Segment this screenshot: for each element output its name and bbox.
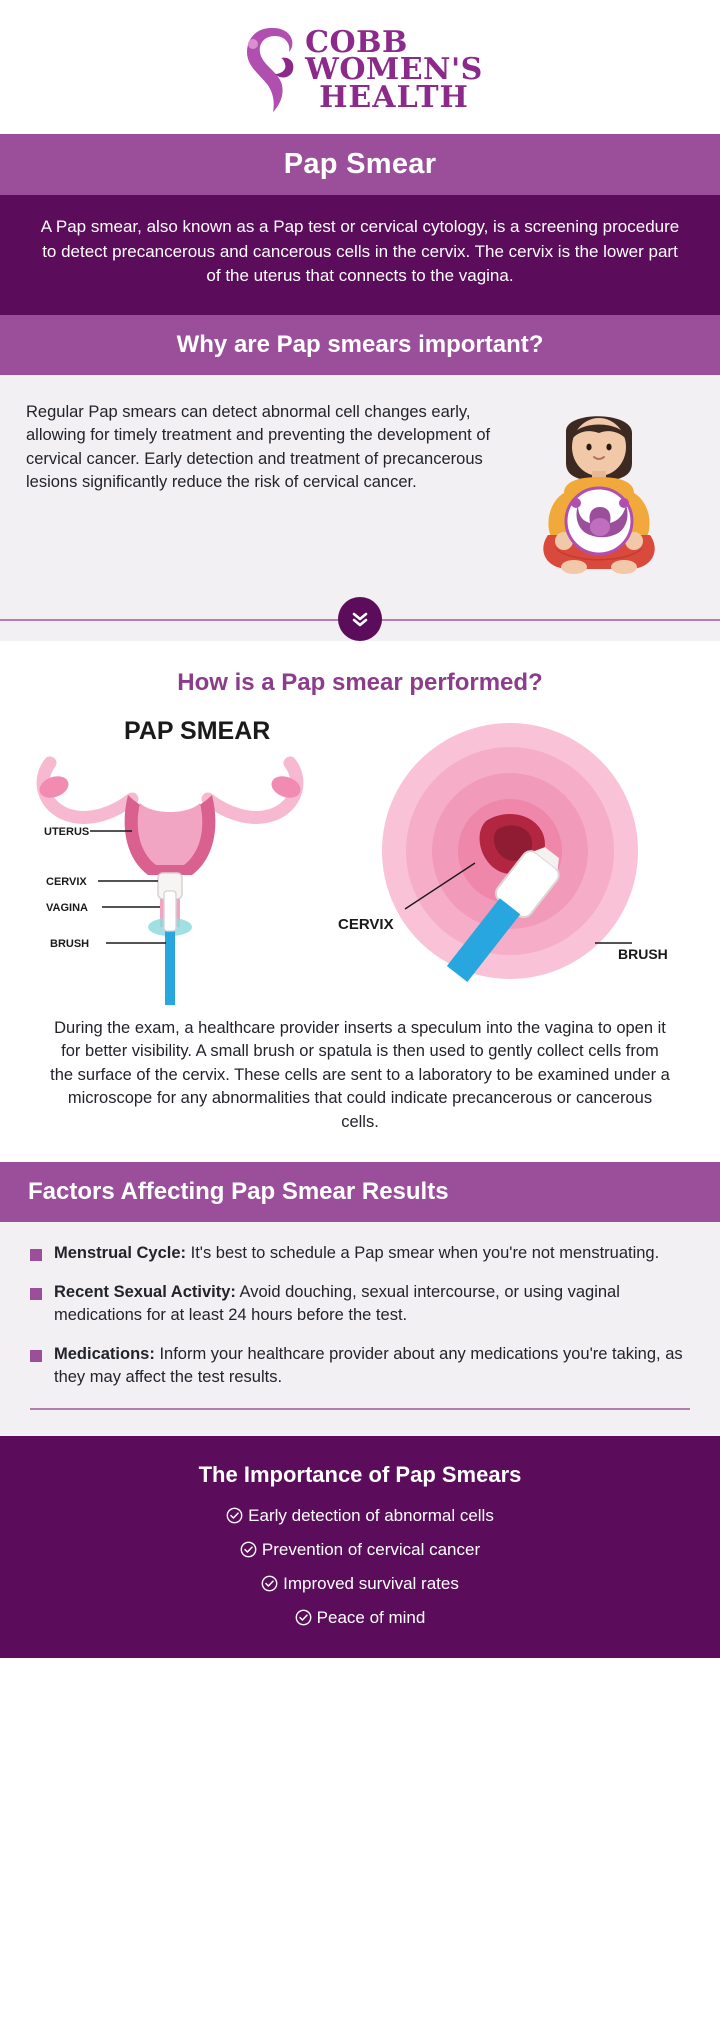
list-item (30, 1242, 690, 1265)
logo-header (0, 0, 720, 134)
logo-line-2: WOMEN'S (305, 52, 483, 88)
how-heading: How is a Pap smear performed? (177, 668, 543, 696)
check-circle-icon (240, 1541, 257, 1558)
section-divider (0, 597, 720, 641)
chevron-down-icon (338, 597, 382, 641)
why-body: Regular Pap smears can detect abnormal cell changes early, allowing for timely treatment and preventing the development of cervical cancer. Early detection and treatment of precancerous lesions significantly reduce the risk of cervical cancer. (26, 402, 491, 492)
how-section (0, 641, 720, 1162)
svg-text:BRUSH: BRUSH (618, 945, 668, 962)
svg-text:CERVIX: CERVIX (46, 875, 87, 888)
factors-section-bar (0, 1162, 720, 1222)
intro-block (0, 195, 720, 315)
logo-mark-icon (237, 22, 299, 118)
bullet-square-icon (30, 1288, 42, 1300)
factor-text (54, 1242, 659, 1265)
factor-label: Medications: (54, 1345, 155, 1364)
factors-divider (30, 1408, 690, 1410)
how-body: During the exam, a healthcare provider inserts a speculum into the vagina to open it for better visibility. A small brush or spatula is then used to gently collect cells from the surface of the cervix. These cells are sent to a laboratory to be examined under a microscope for any abnormalities that could indicate precancerous or cancerous cells. (50, 1018, 670, 1131)
why-section (0, 375, 720, 597)
footer-item-label: Early detection of abnormal cells (248, 1505, 494, 1525)
logo (237, 22, 483, 118)
list-item (20, 1506, 700, 1526)
check-circle-icon (226, 1507, 243, 1524)
factor-body: It's best to schedule a Pap smear when you're not menstruating. (186, 1244, 660, 1263)
logo-line-3: HEALTH (319, 79, 469, 115)
list-item (20, 1608, 700, 1628)
svg-text:UTERUS: UTERUS (44, 825, 90, 838)
factors-heading: Factors Affecting Pap Smear Results (28, 1178, 449, 1206)
footer-item-label: Improved survival rates (283, 1573, 459, 1593)
footer-item-label: Prevention of cervical cancer (261, 1539, 481, 1559)
check-circle-icon (295, 1609, 312, 1626)
page-title: Pap Smear (283, 148, 437, 180)
factor-body: Inform your healthcare provider about any medications you're taking, as they may affect the test results. (54, 1345, 683, 1387)
factor-text (54, 1281, 690, 1327)
list-item (30, 1343, 690, 1389)
footer-heading: The Importance of Pap Smears (198, 1461, 522, 1487)
list-item (20, 1540, 700, 1560)
factor-text (54, 1343, 690, 1389)
footer-item-label: Peace of mind (316, 1607, 426, 1627)
list-item (30, 1281, 690, 1327)
why-heading: Why are Pap smears important? (176, 330, 544, 358)
logo-wordmark (305, 24, 483, 115)
list-item (20, 1574, 700, 1594)
svg-text:CERVIX: CERVIX (338, 915, 394, 933)
bullet-square-icon (30, 1350, 42, 1362)
factors-section (0, 1222, 720, 1435)
logo-line-1: COBB (305, 24, 408, 60)
factor-label: Menstrual Cycle: (54, 1244, 187, 1263)
check-circle-icon (261, 1575, 278, 1592)
seated-woman-illustration-icon (504, 397, 694, 587)
why-section-bar (0, 315, 720, 375)
bullet-square-icon (30, 1249, 42, 1261)
svg-text:BRUSH: BRUSH (50, 937, 90, 950)
factor-body: Avoid douching, sexual intercourse, or using vaginal medications for at least 24 hours before the test. (54, 1283, 620, 1325)
svg-text:PAP SMEAR: PAP SMEAR (124, 716, 271, 745)
title-banner (0, 134, 720, 195)
factor-label: Recent Sexual Activity: (54, 1283, 236, 1302)
svg-text:VAGINA: VAGINA (46, 901, 88, 914)
intro-paragraph: A Pap smear, also known as a Pap test or cervical cytology, is a screening procedure to detect precancerous and cancerous cells in the cervix. The cervix is the lower part of the uterus that connects to the vagina. (40, 217, 680, 286)
pap-smear-diagram-icon (20, 703, 700, 1013)
footer-section (0, 1436, 720, 1658)
